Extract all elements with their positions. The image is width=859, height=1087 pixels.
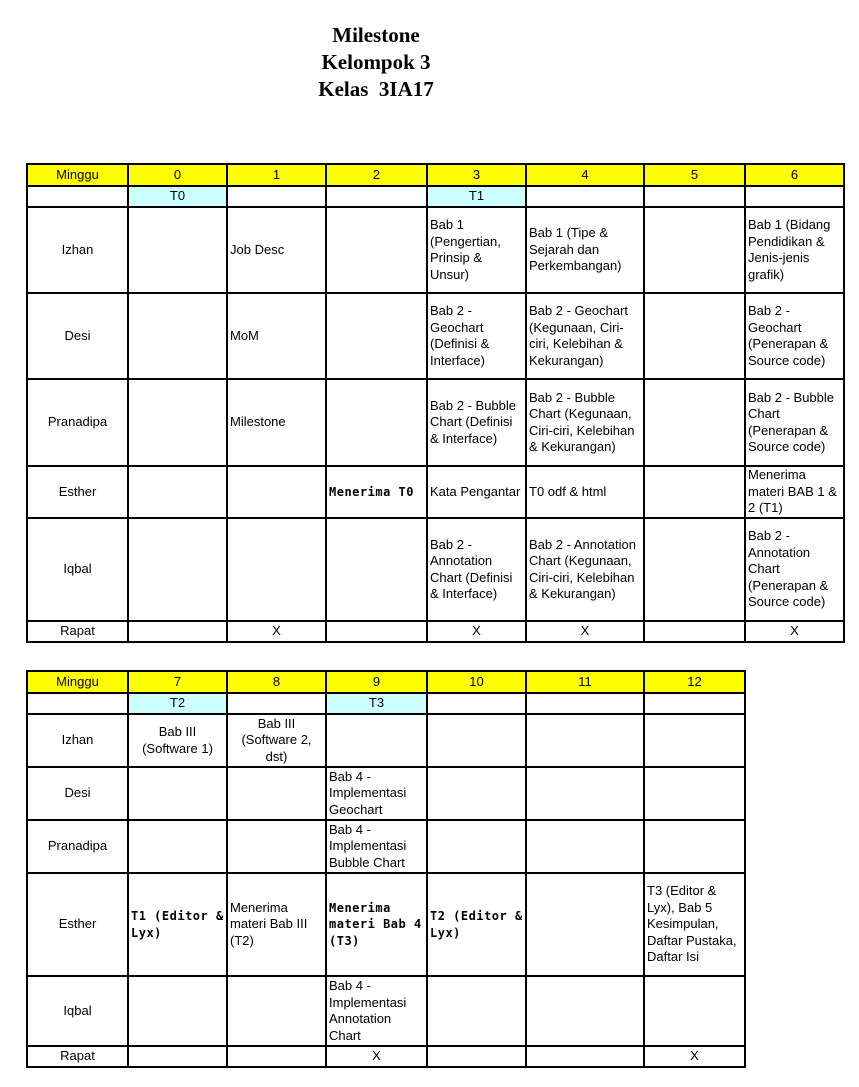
cell [644,767,745,820]
milestone-row [27,693,745,714]
cell [644,379,745,466]
task-cell: Kata Pengantar [427,466,526,518]
rapat-mark: X [326,1046,427,1067]
table-row-rapat [27,1046,745,1067]
task-cell: Bab 2 - Bubble Chart (Penerapan & Source code) [745,379,844,466]
milestone-table-weeks-7-12 [26,670,746,1068]
cell [745,186,844,207]
cell [526,873,644,976]
cell [644,518,745,621]
milestone-t3: T3 [326,693,427,714]
cell [644,293,745,379]
task-cell: Bab 4 - Implementasi Geochart [326,767,427,820]
table-row-desi [27,767,745,820]
table-row-pranadipa [27,379,844,466]
cell [128,1046,227,1067]
task-cell: Bab 2 - Bubble Chart (Definisi & Interface) [427,379,526,466]
title-line-group: Kelompok 3 [321,50,431,74]
member-name: Pranadipa [27,820,128,873]
rapat-mark: X [427,621,526,642]
member-name: Esther [27,466,128,518]
milestone-label [27,186,128,207]
task-cell: Bab 1 (Tipe & Sejarah dan Perkembangan) [526,207,644,293]
cell [644,693,745,714]
cell [326,186,427,207]
cell [128,379,227,466]
cell [644,207,745,293]
rapat-mark: X [644,1046,745,1067]
header-week-12: 12 [644,671,745,693]
header-week-10: 10 [427,671,526,693]
cell [128,820,227,873]
week-header-row [27,671,745,693]
table-row-esther [27,873,745,976]
task-cell: Bab 1 (Bidang Pendidikan & Jenis-jenis grafik) [745,207,844,293]
header-week-0: 0 [128,164,227,186]
cell [526,976,644,1046]
milestone-t1: T1 [427,186,526,207]
task-cell: Job Desc [227,207,326,293]
cell [526,767,644,820]
header-week-6: 6 [745,164,844,186]
cell [227,767,326,820]
member-name: Desi [27,293,128,379]
task-cell: Bab 2 - Geochart (Kegunaan, Ciri-ciri, Kelebihan & Kekurangan) [526,293,644,379]
table-row-rapat [27,621,844,642]
rapat-label: Rapat [27,1046,128,1067]
cell [227,820,326,873]
task-cell: Bab 4 - Implementasi Annotation Chart [326,976,427,1046]
cell [644,466,745,518]
cell [644,976,745,1046]
member-name: Esther [27,873,128,976]
cell [526,1046,644,1067]
cell [427,767,526,820]
header-week-8: 8 [227,671,326,693]
cell [427,976,526,1046]
title-line-milestone: Milestone [332,23,420,47]
cell [526,186,644,207]
header-week-2: 2 [326,164,427,186]
cell [227,186,326,207]
header-week-11: 11 [526,671,644,693]
cell [128,767,227,820]
task-cell: Menerima materi Bab 4 (T3) [326,873,427,976]
table-row-iqbal [27,518,844,621]
rapat-mark: X [745,621,844,642]
table-row-pranadipa [27,820,745,873]
cell [644,186,745,207]
member-name: Izhan [27,207,128,293]
member-name: Pranadipa [27,379,128,466]
task-cell: Menerima materi Bab III (T2) [227,873,326,976]
cell [326,379,427,466]
header-week-3: 3 [427,164,526,186]
task-cell: MoM [227,293,326,379]
task-cell: Bab 4 - Implementasi Bubble Chart [326,820,427,873]
cell [326,518,427,621]
task-cell: Bab 2 - Annotation Chart (Definisi & Interface) [427,518,526,621]
cell [526,714,644,767]
document-title [240,22,512,103]
title-line-class: Kelas 3IA17 [318,77,434,101]
cell [128,518,227,621]
cell [128,207,227,293]
cell [427,693,526,714]
cell [526,693,644,714]
cell [326,293,427,379]
cell [526,820,644,873]
rapat-label: Rapat [27,621,128,642]
cell [326,714,427,767]
header-week-4: 4 [526,164,644,186]
milestone-t2: T2 [128,693,227,714]
cell [227,518,326,621]
header-week-5: 5 [644,164,745,186]
cell [227,466,326,518]
header-minggu: Minggu [27,164,128,186]
task-cell: T2 (Editor & Lyx) [427,873,526,976]
task-cell: Bab III (Software 2, dst) [227,714,326,767]
header-week-1: 1 [227,164,326,186]
header-week-9: 9 [326,671,427,693]
milestone-label [27,693,128,714]
cell [227,1046,326,1067]
milestone-t0: T0 [128,186,227,207]
rapat-mark: X [526,621,644,642]
cell [128,621,227,642]
task-cell: Bab III (Software 1) [128,714,227,767]
cell [427,714,526,767]
milestone-table-weeks-0-6 [26,163,845,643]
task-cell: Milestone [227,379,326,466]
cell [128,466,227,518]
cell [227,976,326,1046]
member-name: Iqbal [27,518,128,621]
week-header-row [27,164,844,186]
task-cell: Bab 2 - Geochart (Penerapan & Source code) [745,293,844,379]
cell [427,820,526,873]
task-cell: Bab 2 - Bubble Chart (Kegunaan, Ciri-ciri, Kelebihan & Kekurangan) [526,379,644,466]
header-week-7: 7 [128,671,227,693]
cell [326,621,427,642]
task-cell: T0 odf & html [526,466,644,518]
task-cell: T3 (Editor & Lyx), Bab 5 Kesimpulan, Daftar Pustaka, Daftar Isi [644,873,745,976]
header-minggu: Minggu [27,671,128,693]
task-cell: Bab 2 - Annotation Chart (Kegunaan, Ciri-ciri, Kelebihan & Kekurangan) [526,518,644,621]
cell [128,293,227,379]
member-name: Izhan [27,714,128,767]
cell [227,693,326,714]
table-row-iqbal [27,976,745,1046]
task-cell: Menerima T0 [326,466,427,518]
rapat-mark: X [227,621,326,642]
milestone-row [27,186,844,207]
task-cell: T1 (Editor & Lyx) [128,873,227,976]
cell [644,621,745,642]
cell [644,820,745,873]
task-cell: Bab 1 (Pengertian, Prinsip & Unsur) [427,207,526,293]
table-row-izhan [27,714,745,767]
table-row-esther [27,466,844,518]
cell [644,714,745,767]
table-row-izhan [27,207,844,293]
member-name: Desi [27,767,128,820]
member-name: Iqbal [27,976,128,1046]
task-cell: Menerima materi BAB 1 & 2 (T1) [745,466,844,518]
cell [128,976,227,1046]
task-cell: Bab 2 - Annotation Chart (Penerapan & Source code) [745,518,844,621]
cell [326,207,427,293]
table-row-desi [27,293,844,379]
cell [427,1046,526,1067]
task-cell: Bab 2 - Geochart (Definisi & Interface) [427,293,526,379]
